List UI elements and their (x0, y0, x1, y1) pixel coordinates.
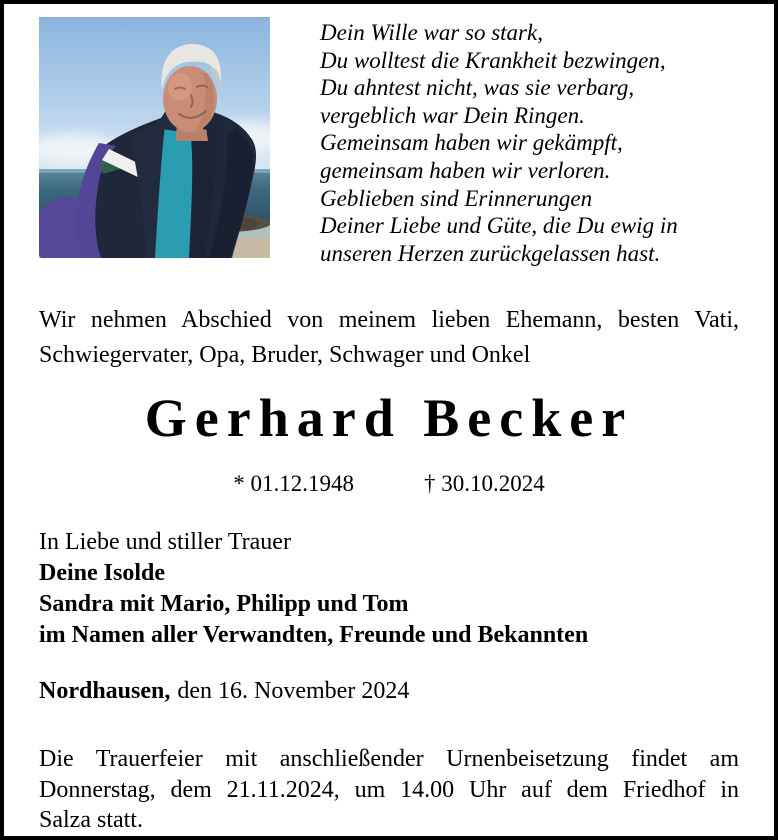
life-dates (39, 471, 739, 497)
mourner-name: Deine Isolde (39, 560, 165, 587)
birth-date: * 01.12.1948 (233, 471, 354, 497)
poem-line: Geblieben sind Erinnerungen (320, 185, 593, 211)
poem-line: unseren Herzen zurückgelassen hast. (320, 240, 661, 266)
funeral-line: Die Trauerfeier mit anschließender Urnenbeisetzung findet am (39, 746, 739, 773)
poem-line: vergeblich war Dein Ringen. (320, 102, 585, 128)
poem-line: Gemeinsam haben wir gekämpft, (320, 130, 623, 156)
mourner-name: im Namen aller Verwandten, Freunde und Bekannten (39, 622, 589, 649)
mourning-intro: In Liebe und stiller Trauer (39, 529, 291, 556)
place-name: Nordhausen, (39, 678, 171, 705)
death-date: † 30.10.2024 (424, 471, 545, 497)
mourner-name: Sandra mit Mario, Philipp und Tom (39, 591, 409, 618)
farewell-paragraph (39, 303, 739, 373)
poem-line: gemeinsam haben wir verloren. (320, 157, 611, 183)
funeral-line: Salza statt. (39, 807, 143, 834)
poem-line: Du ahntest nicht, was sie verbarg, (320, 75, 635, 101)
memorial-poem (320, 17, 678, 267)
poem-line: Du wolltest die Krankheit bezwingen, (320, 47, 666, 73)
place-date-line (39, 676, 739, 706)
funeral-line: Donnerstag, dem 21.11.2024, um 14.00 Uhr auf dem Friedhof in (39, 776, 739, 803)
poem-line: Deiner Liebe und Güte, die Du ewig in (320, 213, 678, 239)
farewell-line: Schwiegervater, Opa, Bruder, Schwager und Onkel (39, 342, 531, 369)
farewell-line: Wir nehmen Abschied von meinem lieben Ehemann, besten Vati, (39, 307, 739, 334)
notice-date: den 16. November 2024 (177, 678, 410, 705)
poem-line: Dein Wille war so stark, (320, 20, 543, 45)
mourning-section (39, 527, 739, 651)
portrait-photo-illustration (39, 17, 270, 258)
portrait-photo (39, 17, 270, 258)
funeral-info (39, 744, 739, 836)
header-section (39, 17, 739, 267)
deceased-name: Gerhard Becker (144, 388, 634, 449)
